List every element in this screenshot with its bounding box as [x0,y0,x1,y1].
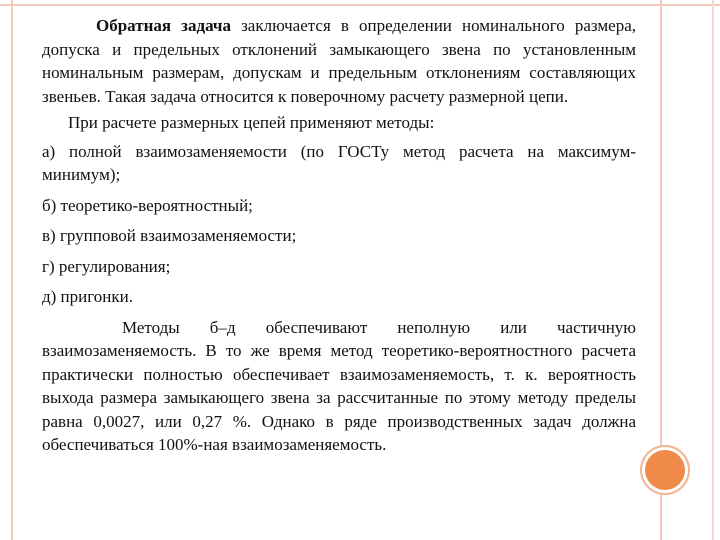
method-item-b: б) теоретико-вероятностный; [42,195,253,215]
frame-right-outer-line [712,0,714,540]
paragraph-inverse-task [42,14,636,108]
slide-content [42,14,636,457]
frame-top-line [0,4,720,6]
method-item-a: а) полной взаимозаменяемости (по ГОСТу метод расчета на максимум-минимум); [42,141,636,184]
inverse-task-term: Обратная задача [96,16,231,35]
paragraph-methods-intro: При расчете размерных цепей применяют методы: [68,113,435,132]
inverse-task-definition: заключается в определении номинального размера, допуска и предельных отклонений замыкающего звена по установленным номинальным размерам, допускам и предельным отклонениям составляющих звеньев. Такая задача относится к поверочному расчету размерной цепи. [42,16,636,106]
frame-left-line [11,0,13,540]
method-item-c: в) групповой взаимозаменяемости; [42,226,297,245]
method-item-e: д) пригонки. [42,287,134,306]
orange-circle-decoration [645,450,685,490]
method-item-d: г) регулирования; [42,256,171,276]
paragraph-methods-comparison: Методы б–д обеспечивают неполную или частичную взаимозаменяемость. В то же время метод теоретико-вероятностного расчета практически полностью обеспечивает взаимозаменяемость, т. к. вероятность выхода размера замыкающего звена за рассчитанные по этому методу пределы равна 0,0027, или 0,27 %. Однако в ряде производственных задач должна обеспечиваться 100%-ная взаимозаменяемость. [42,317,636,454]
